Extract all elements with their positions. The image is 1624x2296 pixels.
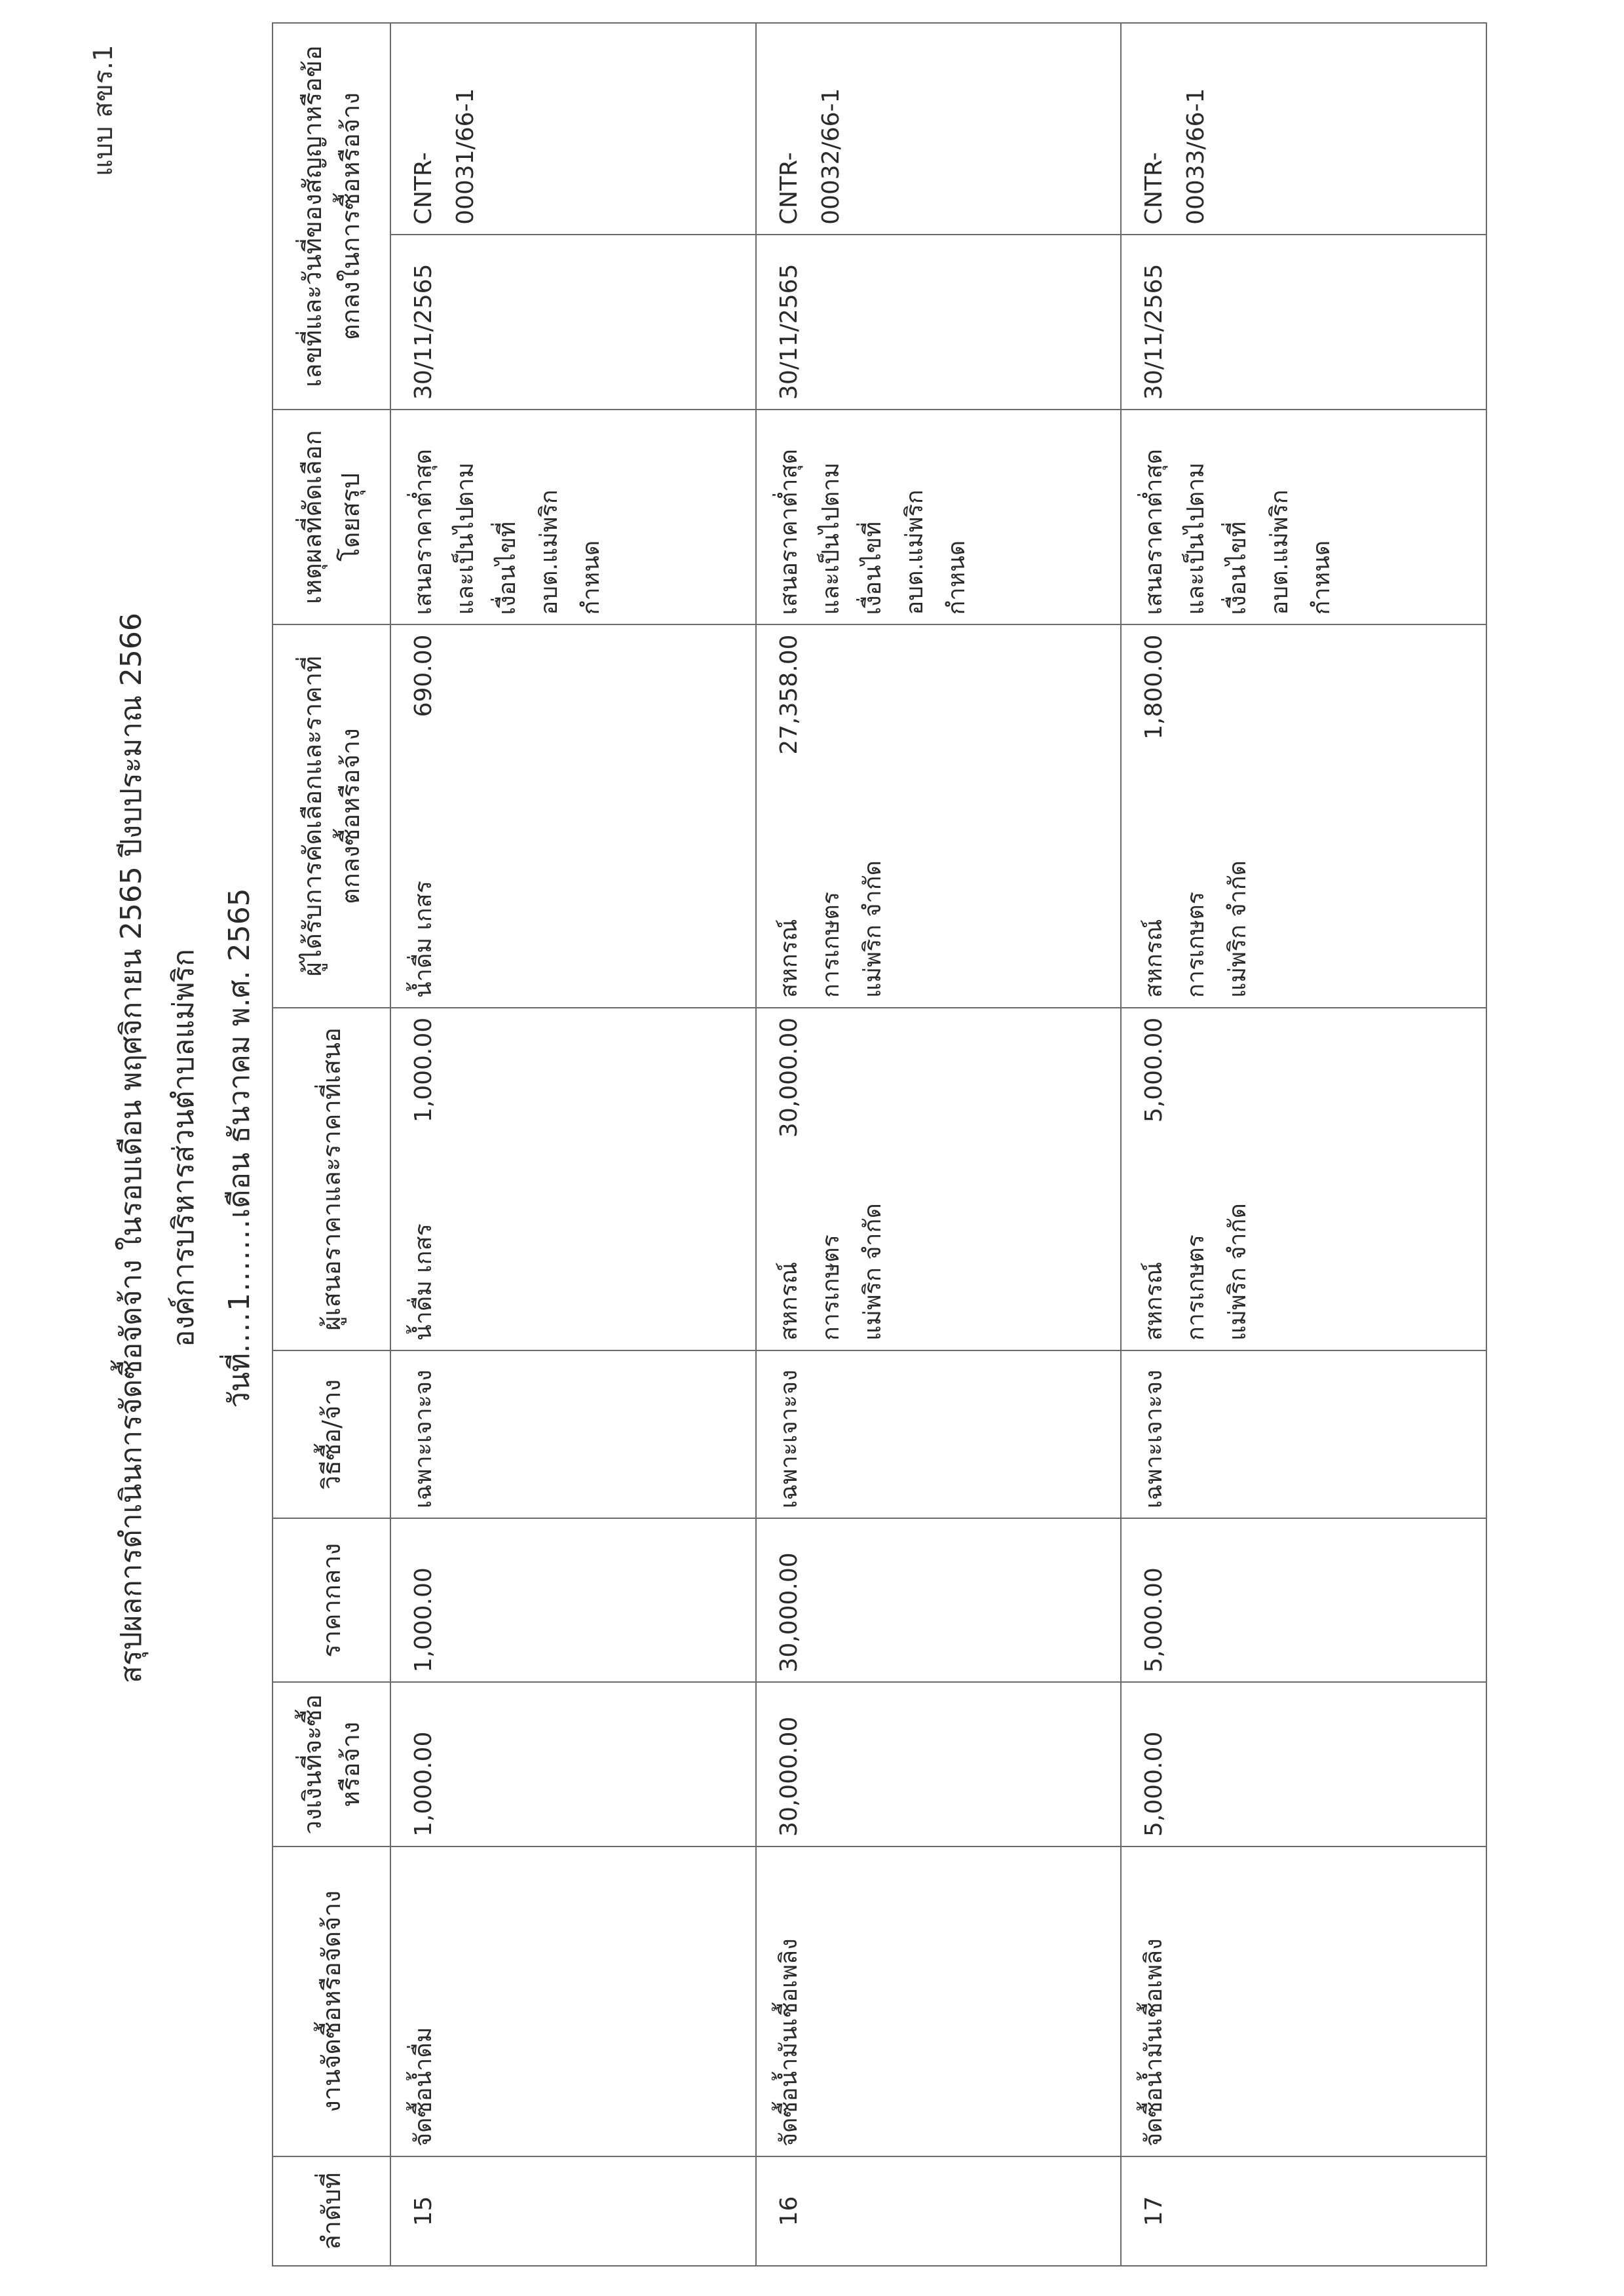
- date-suffix: เดือน ธันวาคม พ.ศ. 2565: [223, 888, 256, 1219]
- cell-bidder-price: 1,000.00: [390, 1008, 756, 1157]
- header-bidders: ผู้เสนอราคาและราคาที่เสนอ: [273, 1008, 390, 1350]
- cell-reason: เสนอราคาต่ำสุดและเป็นไปตามเงื่อนไขที่ อบต.แม่พริกกำหนด: [756, 410, 1122, 624]
- cell-item: จัดซื้อน้ำดื่ม: [390, 1846, 756, 2156]
- cell-method: เฉพาะเจาะจง: [756, 1350, 1122, 1518]
- cell-bidder-name: น้ำดื่ม เกสร: [390, 1157, 756, 1350]
- header-reason: เหตุผลที่คัดเลือกโดยสรุป: [273, 410, 390, 624]
- cell-budget: 1,000.00: [390, 1683, 756, 1846]
- cell-winner-price: 1,800.00: [1121, 624, 1486, 818]
- report-date: [216, 0, 262, 2296]
- cell-no: 15: [390, 2156, 756, 2266]
- cell-winner-name: สหกรณ์การเกษตรแม่พริก จำกัด: [1121, 818, 1486, 1007]
- cell-method: เฉพาะเจาะจง: [390, 1350, 756, 1518]
- cell-bidder-name: สหกรณ์การเกษตรแม่พริก จำกัด: [756, 1157, 1122, 1350]
- cell-no: 17: [1121, 2156, 1486, 2266]
- cell-contract-no: CNTR-00033/66-1: [1121, 23, 1486, 235]
- header-budget: วงเงินที่จะซื้อหรือจ้าง: [273, 1683, 390, 1846]
- cell-median: 1,000.00: [390, 1518, 756, 1682]
- date-day: ....1.......: [223, 1218, 256, 1353]
- cell-reason: เสนอราคาต่ำสุดและเป็นไปตามเงื่อนไขที่ อบต.แม่พริกกำหนด: [1121, 410, 1486, 624]
- cell-bidder-price: 30,000.00: [756, 1008, 1122, 1157]
- cell-contract-date: 30/11/2565: [390, 235, 756, 410]
- form-code: แบบ สขร.1: [88, 45, 119, 176]
- cell-no: 16: [756, 2156, 1122, 2266]
- cell-budget: 30,000.00: [756, 1683, 1122, 1846]
- header-median: ราคากลาง: [273, 1518, 390, 1682]
- cell-item: จัดซื้อน้ำมันเชื้อเพลิง: [1121, 1846, 1486, 2156]
- cell-method: เฉพาะเจาะจง: [1121, 1350, 1486, 1518]
- procurement-table: [272, 22, 1487, 2267]
- date-prefix: วันที่: [223, 1352, 256, 1408]
- cell-bidder-price: 5,000.00: [1121, 1008, 1486, 1157]
- report-title: สรุปผลการดำเนินการจัดซื้อจัดจ้าง ในรอบเดือน พฤศจิกายน 2565 ปีงบประมาณ 2566: [115, 613, 148, 1683]
- header-no: ลำดับที่: [273, 2156, 390, 2266]
- table-row: [756, 23, 1122, 2266]
- cell-contract-no: CNTR-00031/66-1: [390, 23, 756, 235]
- cell-budget: 5,000.00: [1121, 1683, 1486, 1846]
- cell-winner-price: 690.00: [390, 624, 756, 818]
- header-winner: ผู้ได้รับการคัดเลือกและราคาที่ตกลงซื้อหรือจ้าง: [273, 624, 390, 1007]
- cell-winner-price: 27,358.00: [756, 624, 1122, 818]
- cell-bidder-name: สหกรณ์การเกษตรแม่พริก จำกัด: [1121, 1157, 1486, 1350]
- cell-median: 30,000.00: [756, 1518, 1122, 1682]
- header-method: วิธีซื้อ/จ้าง: [273, 1350, 390, 1518]
- cell-contract-date: 30/11/2565: [1121, 235, 1486, 410]
- cell-reason: เสนอราคาต่ำสุดและเป็นไปตามเงื่อนไขที่ อบต.แม่พริกกำหนด: [390, 410, 756, 624]
- cell-item: จัดซื้อน้ำมันเชื้อเพลิง: [756, 1846, 1122, 2156]
- organization-name: องค์การบริหารส่วนตำบลแม่พริก: [167, 949, 200, 1347]
- cell-median: 5,000.00: [1121, 1518, 1486, 1682]
- table-row: [390, 23, 756, 2266]
- cell-contract-no: CNTR-00032/66-1: [756, 23, 1122, 235]
- cell-winner-name: น้ำดื่ม เกสร: [390, 818, 756, 1007]
- header-contract: เลขที่และวันที่ของสัญญาหรือข้อตกลงในการซื้อหรือจ้าง: [273, 23, 390, 410]
- table-row: [1121, 23, 1486, 2266]
- header-item: งานจัดซื้อหรือจัดจ้าง: [273, 1846, 390, 2156]
- cell-contract-date: 30/11/2565: [756, 235, 1122, 410]
- cell-winner-name: สหกรณ์การเกษตรแม่พริก จำกัด: [756, 818, 1122, 1007]
